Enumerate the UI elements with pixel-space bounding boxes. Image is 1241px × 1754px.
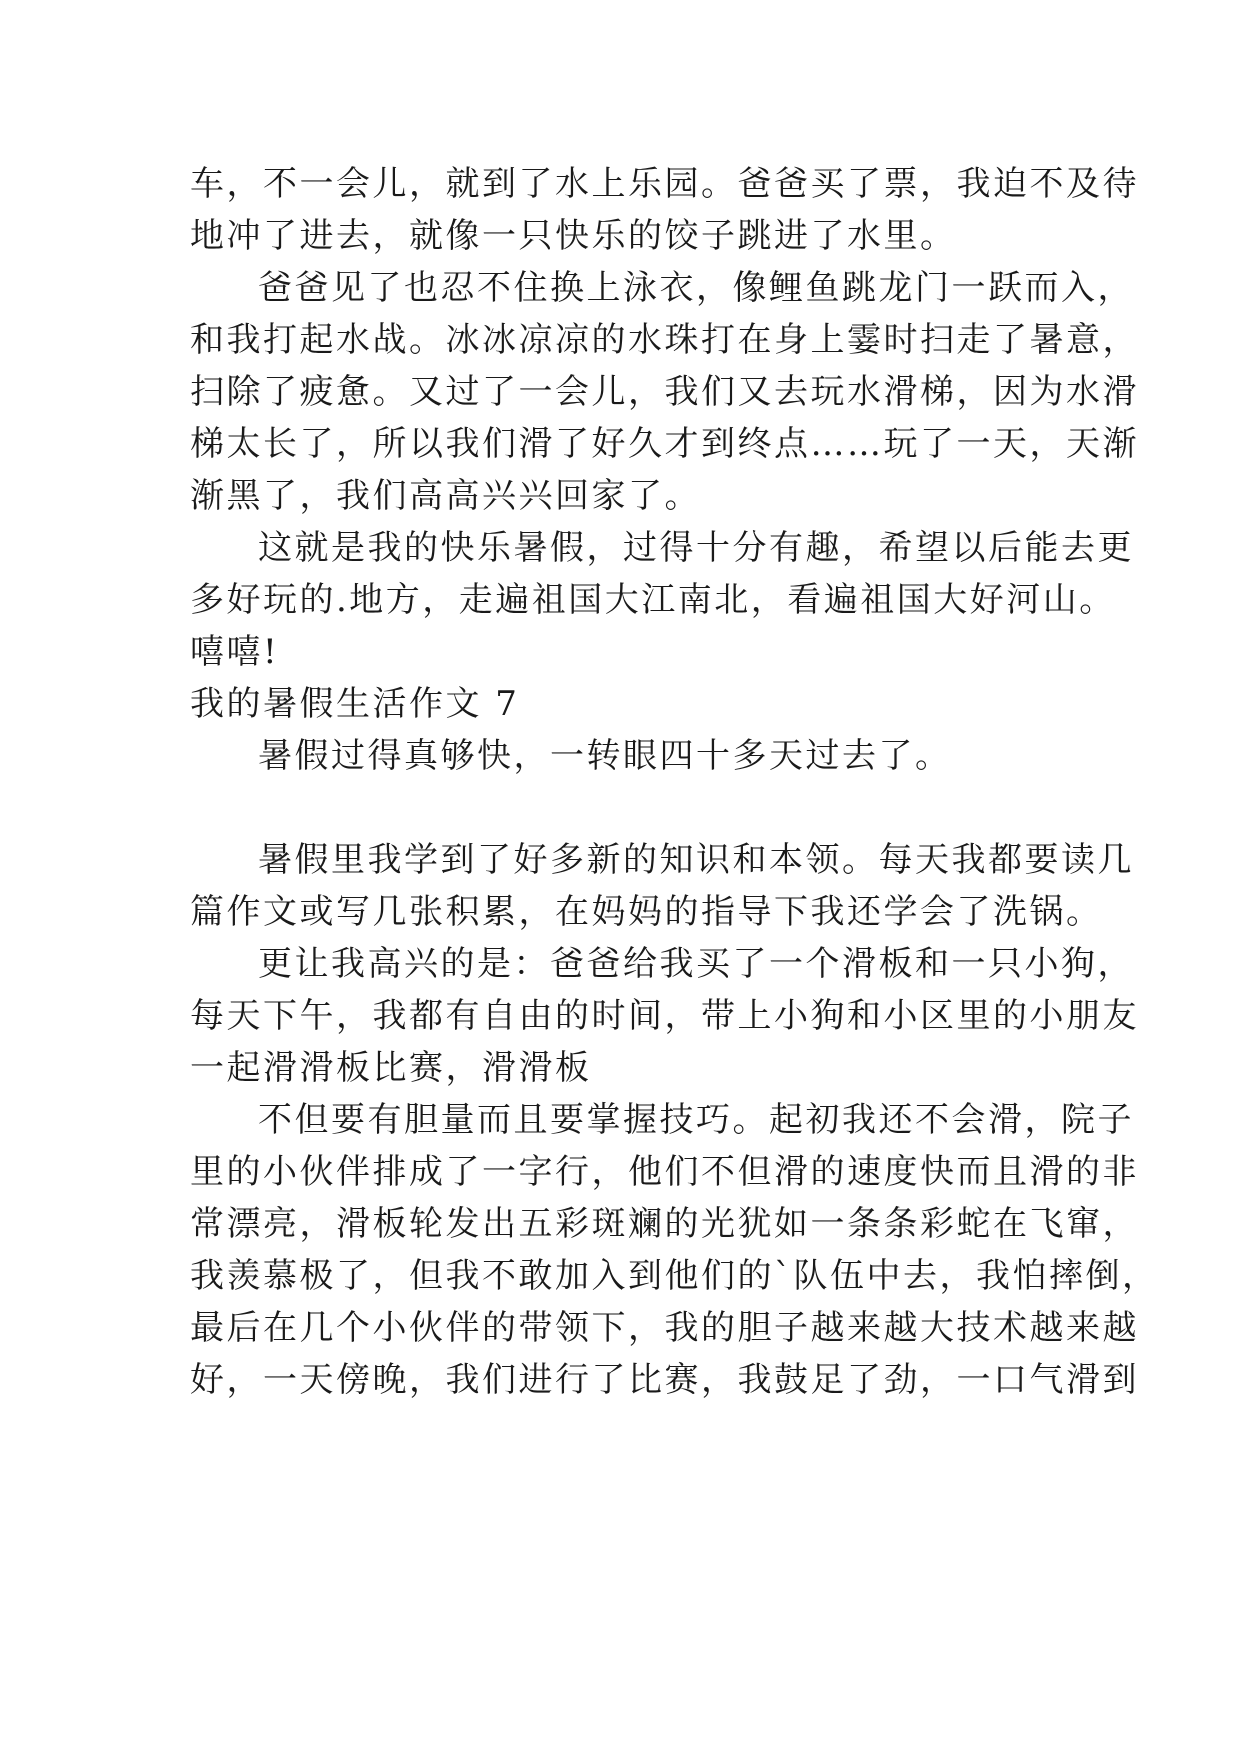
text-line: 渐黑了，我们高高兴兴回家了。 xyxy=(190,476,701,516)
paragraph-start-line: 暑假过得真够快，一转眼四十多天过去了。 xyxy=(258,736,952,776)
paragraph-start-line: 爸爸见了也忍不住换上泳衣，像鲤鱼跳龙门一跃而入， xyxy=(258,268,1134,308)
paragraph-start-line: 不但要有胆量而且要掌握技巧。起初我还不会滑，院子 xyxy=(258,1100,1134,1140)
text-line: 里的小伙伴排成了一字行，他们不但滑的速度快而且滑的非 xyxy=(190,1152,1139,1192)
text-line: 车，不一会儿，就到了水上乐园。爸爸买了票，我迫不及待 xyxy=(190,164,1139,204)
text-line: 多好玩的.地方，走遍祖国大江南北，看遍祖国大好河山。 xyxy=(190,580,1116,620)
paragraph-start-line: 这就是我的快乐暑假，过得十分有趣，希望以后能去更 xyxy=(258,528,1134,568)
paragraph-start-line: 暑假里我学到了好多新的知识和本领。每天我都要读几 xyxy=(258,840,1134,880)
section-heading: 我的暑假生活作文 7 xyxy=(190,684,520,724)
text-line: 嘻嘻! xyxy=(190,632,280,672)
text-line: 好，一天傍晚，我们进行了比赛，我鼓足了劲，一口气滑到 xyxy=(190,1360,1139,1400)
paragraph-start-line: 更让我高兴的是：爸爸给我买了一个滑板和一只小狗， xyxy=(258,944,1134,984)
blank-line xyxy=(190,782,1065,834)
text-line: 篇作文或写几张积累，在妈妈的指导下我还学会了洗锅。 xyxy=(190,892,1103,932)
text-line: 扫除了疲惫。又过了一会儿，我们又去玩水滑梯，因为水滑 xyxy=(190,372,1139,412)
text-line: 最后在几个小伙伴的带领下，我的胆子越来越大技术越来越 xyxy=(190,1308,1139,1348)
text-line: 梯太长了，所以我们滑了好久才到终点……玩了一天，天渐 xyxy=(190,424,1139,464)
text-line: 常漂亮，滑板轮发出五彩斑斓的光犹如一条条彩蛇在飞窜， xyxy=(190,1204,1139,1244)
text-line: 地冲了进去，就像一只快乐的饺子跳进了水里。 xyxy=(190,216,957,256)
text-line: 每天下午，我都有自由的时间，带上小狗和小区里的小朋友 xyxy=(190,996,1139,1036)
text-line: 和我打起水战。冰冰凉凉的水珠打在身上霎时扫走了暑意， xyxy=(190,320,1139,360)
text-line: 我羡慕极了，但我不敢加入到他们的`队伍中去，我怕摔倒， xyxy=(190,1256,1159,1296)
text-line: 一起滑滑板比赛，滑滑板 xyxy=(190,1048,592,1088)
essay-body xyxy=(190,158,1159,1406)
